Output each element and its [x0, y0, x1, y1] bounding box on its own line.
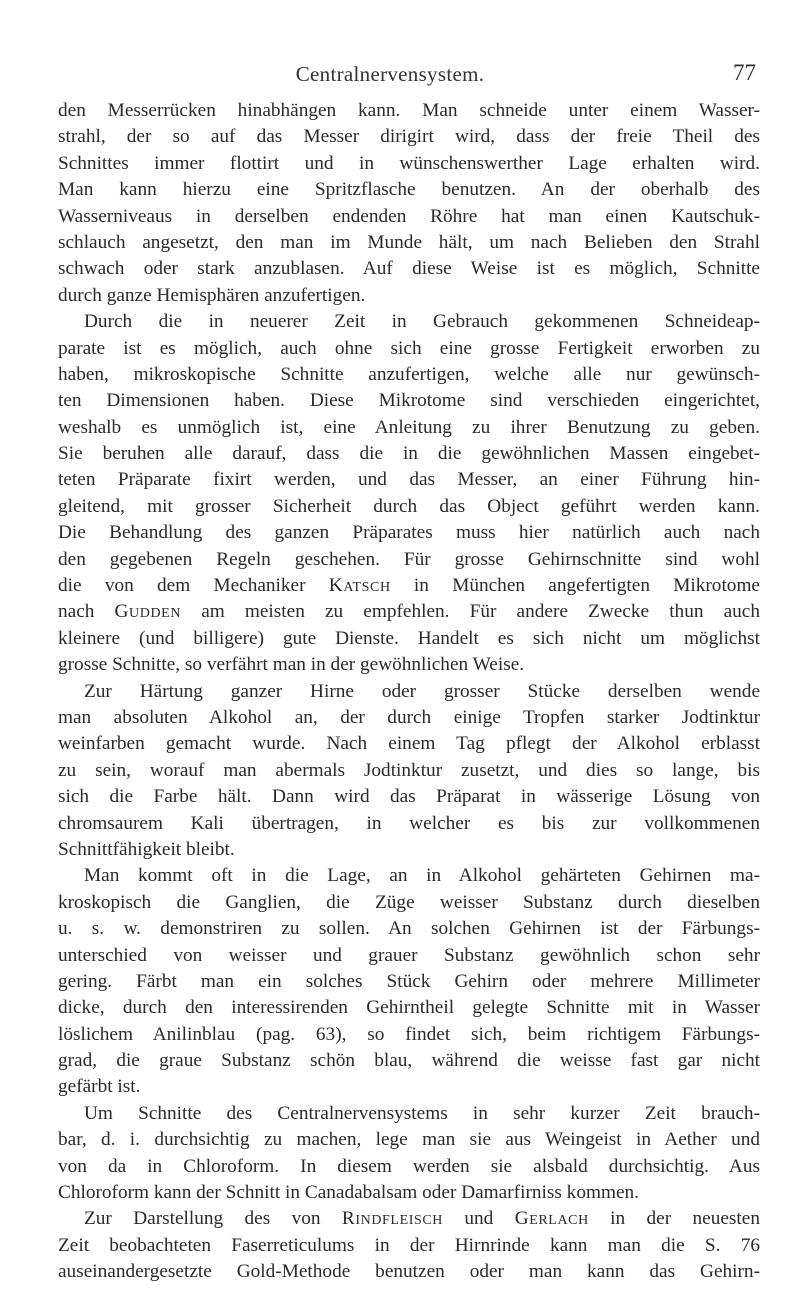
- text-line: die von dem Mechaniker Katsch in München angefertigten Mikrotome: [58, 575, 760, 597]
- text-line: sich die Farbe hält. Dann wird das Präparat in wässerige Lösung von: [58, 786, 760, 808]
- text-line: gering. Färbt man ein solches Stück Gehirn oder mehrere Millimeter: [58, 970, 760, 992]
- text-line: von da in Chloroform. In diesem werden sie alsbald durchsichtig. Aus: [58, 1155, 760, 1177]
- text-line: weshalb es unmöglich ist, eine Anleitung zu ihrer Benutzung zu geben.: [58, 416, 760, 438]
- text-line: Zur Darstellung des von Rindfleisch und Gerlach in der neuesten: [84, 1208, 760, 1230]
- text-line: grad, die graue Substanz schön blau, während die weisse fast gar nicht: [58, 1050, 760, 1072]
- text-line: gefärbt ist.: [58, 1076, 141, 1098]
- person-name-rindfleisch: Rindfleisch: [341, 1208, 444, 1230]
- text-line: ten Dimensionen haben. Diese Mikrotome sind verschieden eingerichtet,: [58, 390, 760, 412]
- text-line: chromsaurem Kali übertragen, in welcher es bis zur vollkommenen: [58, 812, 760, 834]
- body-text: [58, 98, 760, 1286]
- text-line: auseinandergesetzte Gold-Methode benutzen oder man kann das Gehirn-: [58, 1261, 760, 1283]
- text-line: Die Behandlung des ganzen Präparates muss hier natürlich auch nach: [58, 522, 760, 544]
- text-line: den Messerrücken hinabhängen kann. Man schneide unter einem Wasser-: [58, 100, 760, 121]
- person-name-katsch: Katsch: [328, 575, 391, 597]
- text-line: Zur Härtung ganzer Hirne oder grosser Stücke derselben wende: [84, 680, 760, 702]
- text-line: Sie beruhen alle darauf, dass die in die gewöhnlichen Massen eingebet-: [58, 443, 760, 465]
- text-line: Um Schnitte des Centralnervensystems in sehr kurzer Zeit brauch-: [84, 1102, 760, 1124]
- text-line: Schnittes immer flottirt und in wünschenswerther Lage erhalten wird.: [58, 152, 760, 174]
- text-line: Man kommt oft in die Lage, an in Alkohol gehärteten Gehirnen ma-: [84, 865, 760, 887]
- text-line: gleitend, mit grosser Sicherheit durch das Object geführt werden kann.: [58, 495, 760, 517]
- text-line: zu sein, worauf man abermals Jodtinktur zusetzt, und dies so lange, bis: [58, 759, 760, 781]
- page-number: 77: [733, 60, 756, 85]
- text-line: Schnittfähigkeit bleibt.: [58, 838, 235, 860]
- text-line: weinfarben gemacht wurde. Nach einem Tag pflegt der Alkohol erblasst: [58, 733, 760, 755]
- text-line: teten Präparate fixirt werden, und das Messer, an einer Führung hin-: [58, 469, 760, 491]
- text-line: dicke, durch den interessirenden Gehirntheil gelegte Schnitte mit in Wasser: [58, 997, 760, 1019]
- text-line: strahl, der so auf das Messer dirigirt wird, dass der freie Theil des: [58, 126, 760, 148]
- text-line: Durch die in neuerer Zeit in Gebrauch gekommenen Schneideap-: [84, 311, 760, 333]
- text-line: schwach oder stark anzublasen. Auf diese Weise ist es möglich, Schnitte: [58, 258, 760, 280]
- person-name-gerlach: Gerlach: [514, 1208, 589, 1230]
- text-line: Man kann hierzu eine Spritzflasche benutzen. An der oberhalb des: [58, 179, 760, 201]
- text-line: grosse Schnitte, so verfährt man in der gewöhnlichen Weise.: [58, 654, 525, 676]
- text-line: Wasserniveaus in derselben endenden Röhre hat man einen Kautschuk-: [58, 205, 760, 227]
- text-line: Chloroform kann der Schnitt in Canadabalsam oder Damarfirniss kommen.: [58, 1182, 639, 1204]
- text-line: durch ganze Hemisphären anzufertigen.: [58, 284, 366, 306]
- text-line: unterschied von weisser und grauer Substanz gewöhnlich schon sehr: [58, 944, 760, 966]
- text-line: kroskopisch die Ganglien, die Züge weisser Substanz durch dieselben: [58, 891, 760, 913]
- running-title: Centralnervensystem.: [295, 62, 485, 86]
- text-line: u. s. w. demonstriren zu sollen. An solchen Gehirnen ist der Färbungs-: [58, 918, 760, 940]
- text-line: schlauch angesetzt, den man im Munde hält, um nach Belieben den Strahl: [58, 231, 760, 253]
- text-line: man absoluten Alkohol an, der durch einige Tropfen starker Jodtinktur: [58, 706, 760, 728]
- person-name-gudden: Gudden: [114, 601, 182, 623]
- text-line: Zeit beobachteten Faserreticulums in der Hirnrinde kann man die S. 76: [58, 1234, 760, 1256]
- text-line: haben, mikroskopische Schnitte anzufertigen, welche alle nur gewünsch-: [58, 363, 760, 385]
- text-line: bar, d. i. durchsichtig zu machen, lege man sie aus Weingeist in Aether und: [58, 1129, 760, 1151]
- text-line: den gegebenen Regeln geschehen. Für grosse Gehirnschnitte sind wohl: [58, 548, 760, 570]
- text-line: löslichem Anilinblau (pag. 63), so findet sich, beim richtigem Färbungs-: [58, 1023, 760, 1045]
- text-line: parate ist es möglich, auch ohne sich eine grosse Fertigkeit erworben zu: [58, 337, 760, 359]
- text-line: nach Gudden am meisten zu empfehlen. Für andere Zwecke thun auch: [58, 601, 760, 623]
- text-line: kleinere (und billigere) gute Dienste. Handelt es sich nicht um möglichst: [58, 627, 760, 649]
